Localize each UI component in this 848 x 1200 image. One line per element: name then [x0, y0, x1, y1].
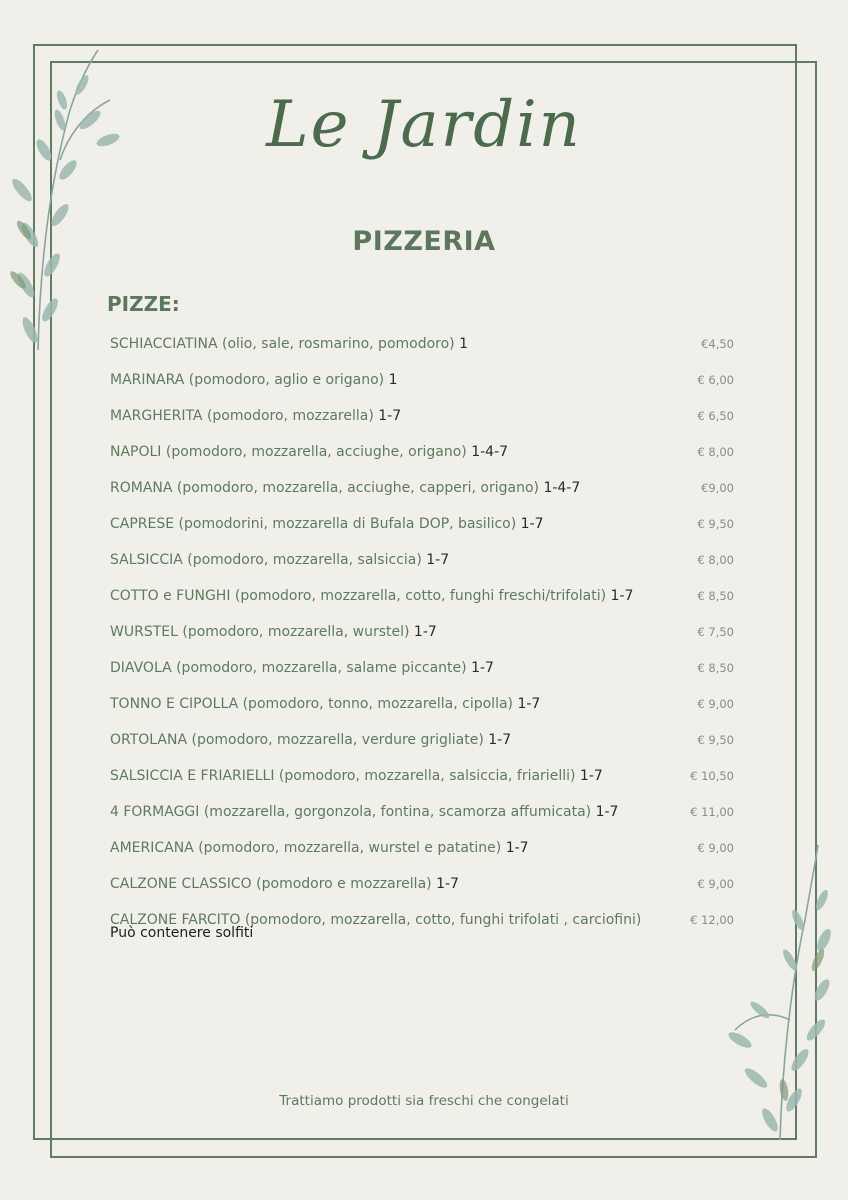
menu-item-allergens: 1-7 — [610, 588, 634, 604]
menu-item-description — [110, 336, 468, 352]
menu-item — [110, 506, 734, 542]
menu-item-description — [110, 624, 437, 640]
menu-item-price: € 8,00 — [697, 445, 734, 459]
menu-item-name: WURSTEL (pomodoro, mozzarella, wurstel) — [110, 624, 414, 640]
menu-item-description — [110, 804, 618, 820]
menu-item-allergens: 1-7 — [517, 696, 541, 712]
menu-item-name: CALZONE CLASSICO (pomodoro e mozzarella) — [110, 876, 437, 892]
menu-item-allergens: 1 — [459, 336, 469, 352]
menu-item-allergens: 1-7 — [488, 732, 512, 748]
menu-item-name: TONNO E CIPOLLA (pomodoro, tonno, mozzarella, cipolla) — [110, 696, 518, 712]
menu-item-name: COTTO e FUNGHI (pomodoro, mozzarella, cotto, funghi freschi/trifolati) — [110, 588, 611, 604]
restaurant-logo: Le Jardin — [266, 88, 582, 162]
menu-item-description — [110, 444, 508, 460]
menu-item-price: € 9,00 — [697, 877, 734, 891]
menu-item-name: 4 FORMAGGI (mozzarella, gorgonzola, fontina, scamorza affumicata) — [110, 804, 596, 820]
menu-item-name: MARGHERITA (pomodoro, mozzarella) — [110, 408, 379, 424]
menu-item-price: € 12,00 — [690, 913, 734, 927]
menu-item-price: €4,50 — [701, 337, 734, 351]
menu-item-allergens: 1-7 — [505, 840, 529, 856]
menu-item — [110, 470, 734, 506]
menu-item-name: DIAVOLA (pomodoro, mozzarella, salame piccante) — [110, 660, 472, 676]
menu-item — [110, 398, 734, 434]
menu-item — [110, 686, 734, 722]
menu-item-allergens: 1-4-7 — [471, 444, 509, 460]
menu-item — [110, 830, 734, 866]
menu-item-allergens: 1-4-7 — [543, 480, 581, 496]
menu-item — [110, 794, 734, 830]
menu-item-price: € 11,00 — [690, 805, 734, 819]
menu-item-price: € 8,50 — [697, 661, 734, 675]
menu-item-description — [110, 660, 494, 676]
allergen-note: Può contenere solfiti — [110, 925, 254, 941]
menu-item-price: € 8,00 — [697, 553, 734, 567]
menu-item-allergens: 1-7 — [520, 516, 544, 532]
menu-item-description — [110, 696, 540, 712]
menu-item-price: € 6,50 — [697, 409, 734, 423]
menu-item — [110, 614, 734, 650]
menu-item-price: € 9,50 — [697, 733, 734, 747]
menu-item — [110, 650, 734, 686]
menu-item-allergens: 1 — [388, 372, 398, 388]
menu-item-allergens: 1-7 — [471, 660, 494, 676]
menu-item-price: € 9,50 — [697, 517, 734, 531]
menu-item-allergens: 1-7 — [426, 552, 450, 568]
menu-item — [110, 542, 734, 578]
menu-item-description — [110, 408, 401, 424]
menu-item-name: SALSICCIA E FRIARIELLI (pomodoro, mozzarella, salsiccia, friarielli) — [110, 768, 580, 784]
footer-note: Trattiamo prodotti sia freschi che congelati — [279, 1093, 569, 1109]
menu-list — [110, 326, 734, 938]
menu-item-price: € 7,50 — [697, 625, 734, 639]
menu-item-allergens: 1-7 — [436, 876, 459, 892]
menu-item-name: AMERICANA (pomodoro, mozzarella, wurstel e patatine) — [110, 840, 506, 856]
menu-item — [110, 434, 734, 470]
menu-item-description — [110, 552, 449, 568]
menu-item-description — [110, 516, 544, 532]
menu-item-allergens: 1-7 — [579, 768, 603, 784]
menu-item-allergens: 1-7 — [595, 804, 619, 820]
menu-item-price: € 10,50 — [690, 769, 734, 783]
menu-item-name: ORTOLANA (pomodoro, mozzarella, verdure grigliate) — [110, 732, 489, 748]
menu-item — [110, 362, 734, 398]
menu-item — [110, 722, 734, 758]
menu-item-price: €9,00 — [701, 481, 734, 495]
menu-item-description — [110, 372, 398, 388]
menu-item-price: € 9,00 — [697, 841, 734, 855]
menu-item-name: CAPRESE (pomodorini, mozzarella di Bufala DOP, basilico) — [110, 516, 521, 532]
menu-item-description — [110, 876, 459, 892]
menu-item-name: MARINARA (pomodoro, aglio e origano) — [110, 372, 389, 388]
menu-item-name: ROMANA (pomodoro, mozzarella, acciughe, capperi, origano) — [110, 480, 544, 496]
menu-item-description — [110, 588, 633, 604]
menu-item-description — [110, 732, 511, 748]
menu-item — [110, 578, 734, 614]
menu-item-name: NAPOLI (pomodoro, mozzarella, acciughe, origano) — [110, 444, 472, 460]
menu-item-description — [110, 840, 529, 856]
menu-item — [110, 326, 734, 362]
menu-item-price: € 9,00 — [697, 697, 734, 711]
menu-item-price: € 6,00 — [697, 373, 734, 387]
menu-item — [110, 866, 734, 902]
menu-item-description — [110, 768, 603, 784]
menu-item-name: CALZONE FARCITO (pomodoro, mozzarella, cotto, funghi trifolati , carciofini) — [110, 912, 642, 928]
category-heading: PIZZE: — [107, 292, 180, 316]
menu-item — [110, 758, 734, 794]
menu-item-price: € 8,50 — [697, 589, 734, 603]
menu-item-name: SALSICCIA (pomodoro, mozzarella, salsiccia) — [110, 552, 427, 568]
menu-item-name: SCHIACCIATINA (olio, sale, rosmarino, pomodoro) — [110, 336, 460, 352]
menu-item-allergens: 1-7 — [413, 624, 437, 640]
menu-item-description — [110, 480, 580, 496]
section-title: PIZZERIA — [352, 226, 496, 257]
menu-item-allergens: 1-7 — [378, 408, 402, 424]
